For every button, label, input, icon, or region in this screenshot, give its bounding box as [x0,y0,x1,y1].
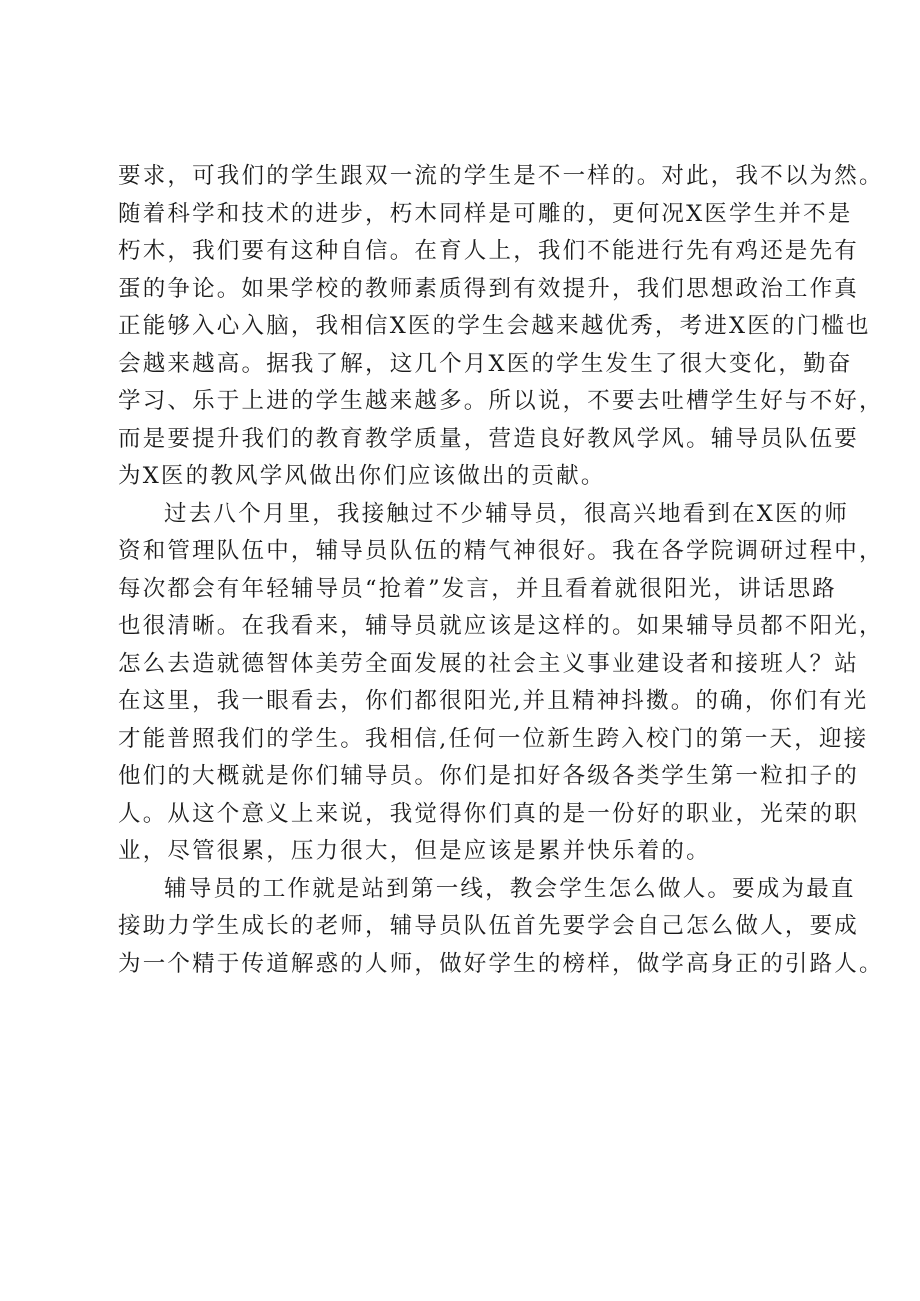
text-line: 也很清晰。在我看来，辅导员就应该是这样的。如果辅导员都不阳光， [118,613,884,639]
document-body [118,158,884,983]
text-line: 他们的大概就是你们辅导员。你们是扣好各级各类学生第一粒扣子的 [118,763,860,789]
paragraph-3 [118,871,884,984]
text-line: 随着科学和技术的进步，朽木同样是可雕的，更何况X医学生并不是 [118,200,853,227]
text-line: 学习、乐于上进的学生越来越多。所以说，不要去吐槽学生好与不好， [118,388,884,414]
paragraph-2 [118,496,884,871]
text-line: 接助力学生成长的老师，辅导员队伍首先要学会自己怎么做人，要成 [118,913,860,939]
text-line: 为一个精于传道解惑的人师，做好学生的榜样，做学高身正的引路人。 [118,950,884,977]
text-line: 人。从这个意义上来说，我觉得你们真的是一份好的职业，光荣的职 [118,800,860,827]
text-line: 在这里，我一眼看去，你们都很阳光,并且精神抖擞。的确，你们有光 [118,688,869,714]
text-line: 要求，可我们的学生跟双一流的学生是不一样的。对此，我不以为然。 [118,163,884,189]
text-line: 辅导员的工作就是站到第一线，教会学生怎么做人。要成为最直 [164,875,856,902]
text-line: 怎么去造就德智体美劳全面发展的社会主义事业建设者和接班人？站 [118,650,860,677]
text-line: 会越来越高。据我了解，这几个月X医的学生发生了很大变化，勤奋 [118,350,853,377]
paragraph-1 [118,158,884,496]
text-line: 正能够入心入脑，我相信X医的学生会越来越优秀，考进X医的门槛也 [118,313,871,339]
text-line: 业，尽管很累，压力很大，但是应该是累并快乐着的。 [118,838,711,864]
text-line: 而是要提升我们的教育教学质量，营造良好教风学风。辅导员队伍要 [118,425,860,452]
text-line: 过去八个月里，我接触过不少辅导员，很高兴地看到在X医的师 [164,500,850,527]
text-line: 朽木，我们要有这种自信。在育人上，我们不能进行先有鸡还是先有 [118,238,860,264]
text-line: 才能普照我们的学生。我相信,任何一位新生跨入校门的第一天，迎接 [118,725,869,752]
text-line: 蛋的争论。如果学校的教师素质得到有效提升，我们思想政治工作真 [118,275,860,302]
text-line: 每次都会有年轻辅导员“抢着”发言，并且看着就很阳光，讲话思路 [118,575,838,602]
text-line: 资和管理队伍中，辅导员队伍的精气神很好。我在各学院调研过程中， [118,538,884,564]
text-line: 为X医的教风学风做出你们应该做出的贡献。 [118,463,606,489]
